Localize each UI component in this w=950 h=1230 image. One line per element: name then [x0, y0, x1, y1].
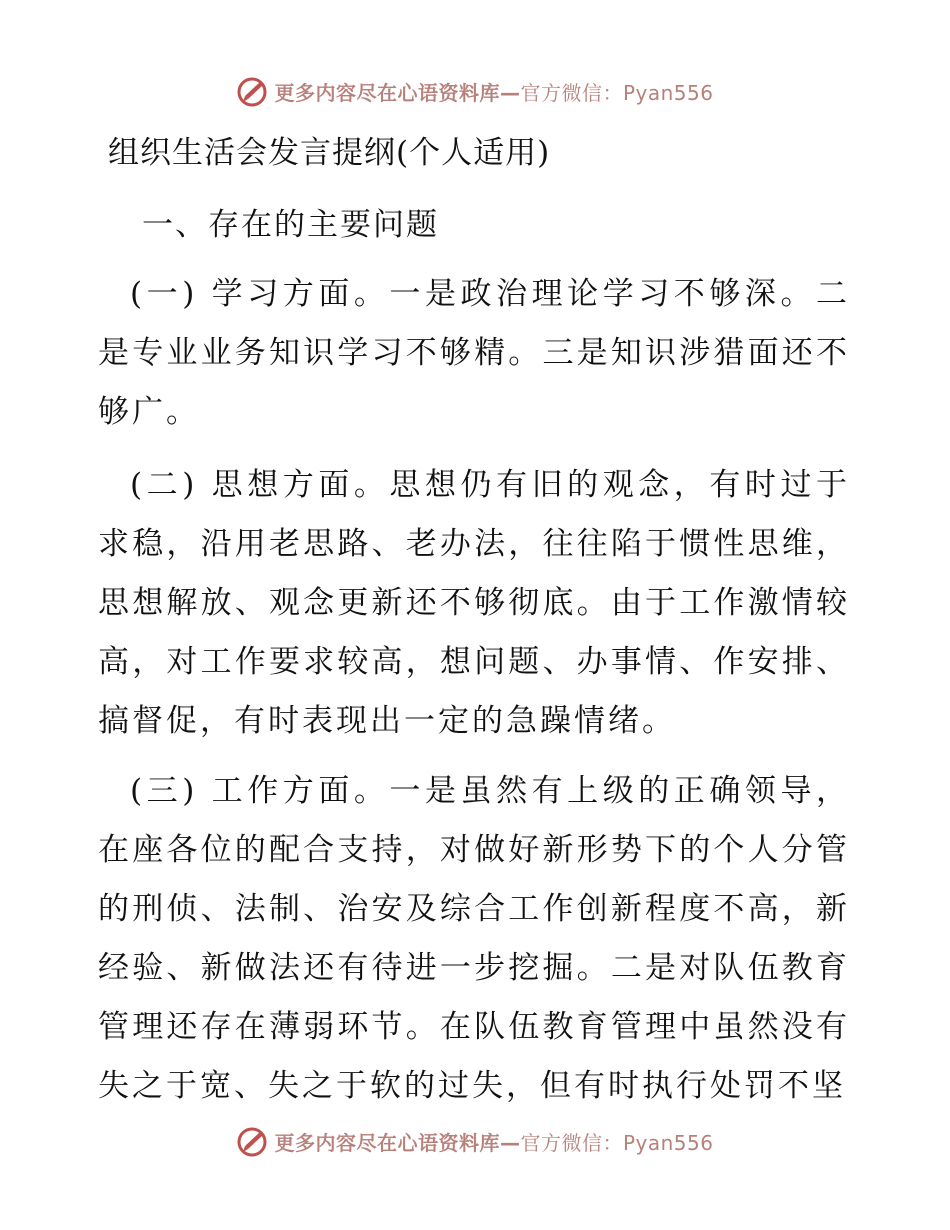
watermark-site-name: 更多内容尽在心语资料库	[274, 1130, 500, 1155]
watermark-separator: —	[499, 80, 521, 105]
pen-logo-icon	[236, 74, 270, 108]
paragraph-work: (三) 工作方面。一是虽然有上级的正确领导，在座各位的配合支持，对做好新形势下的个人分管的刑侦、法制、治安及综合工作创新程度不高，新经验、新做法还有待进一步挖掘。二是对队伍教育管理还存在薄弱环节。在队伍教育管理中虽然没有失之于宽、失之于软的过失，但有时执行处罚不坚	[98, 773, 850, 1104]
footer-watermark	[0, 1121, 950, 1161]
watermark-site-name: 更多内容尽在心语资料库	[274, 80, 500, 105]
paragraph-thinking: (二) 思想方面。思想仍有旧的观念，有时过于求稳，沿用老思路、老办法，往往陷于惯性思维，思想解放、观念更新还不够彻底。由于工作激情较高，对工作要求较高，想问题、办事情、作安排、搞督促，有时表现出一定的急躁情绪。	[98, 467, 850, 739]
watermark-text	[274, 1127, 713, 1156]
section-heading: 一、存在的主要问题	[142, 207, 439, 243]
pen-logo-icon	[236, 1124, 270, 1158]
header-watermark	[0, 71, 950, 111]
watermark-group	[236, 74, 713, 108]
document-title: 组织生活会发言提纲(个人适用)	[108, 135, 551, 171]
watermark-wechat: 官方微信：Pyan556	[520, 80, 714, 105]
watermark-group	[236, 1124, 713, 1158]
watermark-text	[274, 77, 713, 106]
watermark-separator: —	[499, 1130, 521, 1155]
watermark-wechat: 官方微信：Pyan556	[520, 1130, 714, 1155]
paragraph-study: (一) 学习方面。一是政治理论学习不够深。二是专业业务知识学习不够精。三是知识涉猎面还不够广。	[98, 276, 850, 430]
